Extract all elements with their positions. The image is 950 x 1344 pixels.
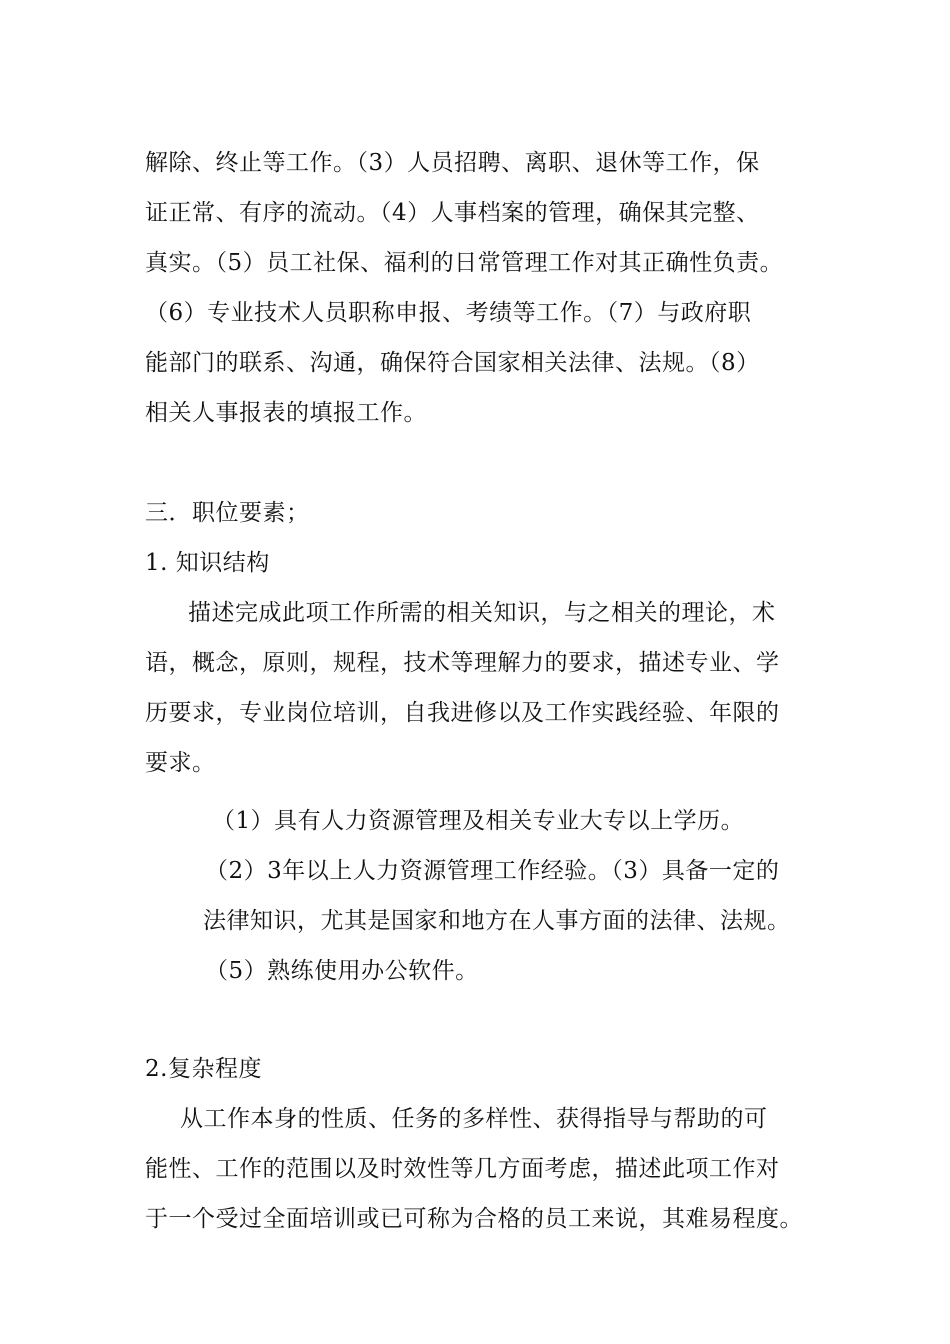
complexity-desc-line-3: 于一个受过全面培训或已可称为合格的员工来说，其难易程度。 — [145, 1206, 803, 1232]
requirement-line-4: （5）熟练使用办公软件。 — [205, 958, 479, 984]
section-heading: 三．职位要素； — [145, 500, 310, 526]
knowledge-desc-line-4: 要求。 — [145, 750, 216, 776]
intro-line-1: 解除、终止等工作。（3）人员招聘、离职、退休等工作，保 — [145, 150, 760, 176]
complexity-desc-line-2: 能性、工作的范围以及时效性等几方面考虑，描述此项工作对 — [145, 1156, 780, 1182]
intro-line-3: 真实。（5）员工社保、福利的日常管理工作对其正确性负责。 — [145, 250, 784, 276]
knowledge-desc-line-1: 描述完成此项工作所需的相关知识，与之相关的理论，术 — [188, 600, 776, 626]
complexity-desc-line-1: 从工作本身的性质、任务的多样性、获得指导与帮助的可 — [180, 1106, 768, 1132]
requirement-line-3: 法律知识，尤其是国家和地方在人事方面的法律、法规。 — [203, 908, 791, 934]
intro-line-2: 证正常、有序的流动。（4）人事档案的管理，确保其完整、 — [145, 200, 760, 226]
knowledge-desc-line-3: 历要求，专业岗位培训，自我进修以及工作实践经验、年限的 — [145, 700, 780, 726]
requirement-line-1: （1）具有人力资源管理及相关专业大专以上学历。 — [212, 808, 745, 834]
intro-line-5: 能部门的联系、沟通，确保符合国家相关法律、法规。（8） — [145, 350, 760, 376]
intro-line-4: （6）专业技术人员职称申报、考绩等工作。（7）与政府职 — [145, 300, 752, 326]
intro-line-6: 相关人事报表的填报工作。 — [145, 400, 427, 426]
knowledge-heading: 1. 知识结构 — [145, 550, 270, 576]
requirement-line-2: （2）3年以上人力资源管理工作经验。（3）具备一定的 — [205, 858, 780, 884]
knowledge-desc-line-2: 语，概念，原则，规程，技术等理解力的要求，描述专业、学 — [145, 650, 780, 676]
complexity-heading: 2.复杂程度 — [145, 1056, 262, 1082]
